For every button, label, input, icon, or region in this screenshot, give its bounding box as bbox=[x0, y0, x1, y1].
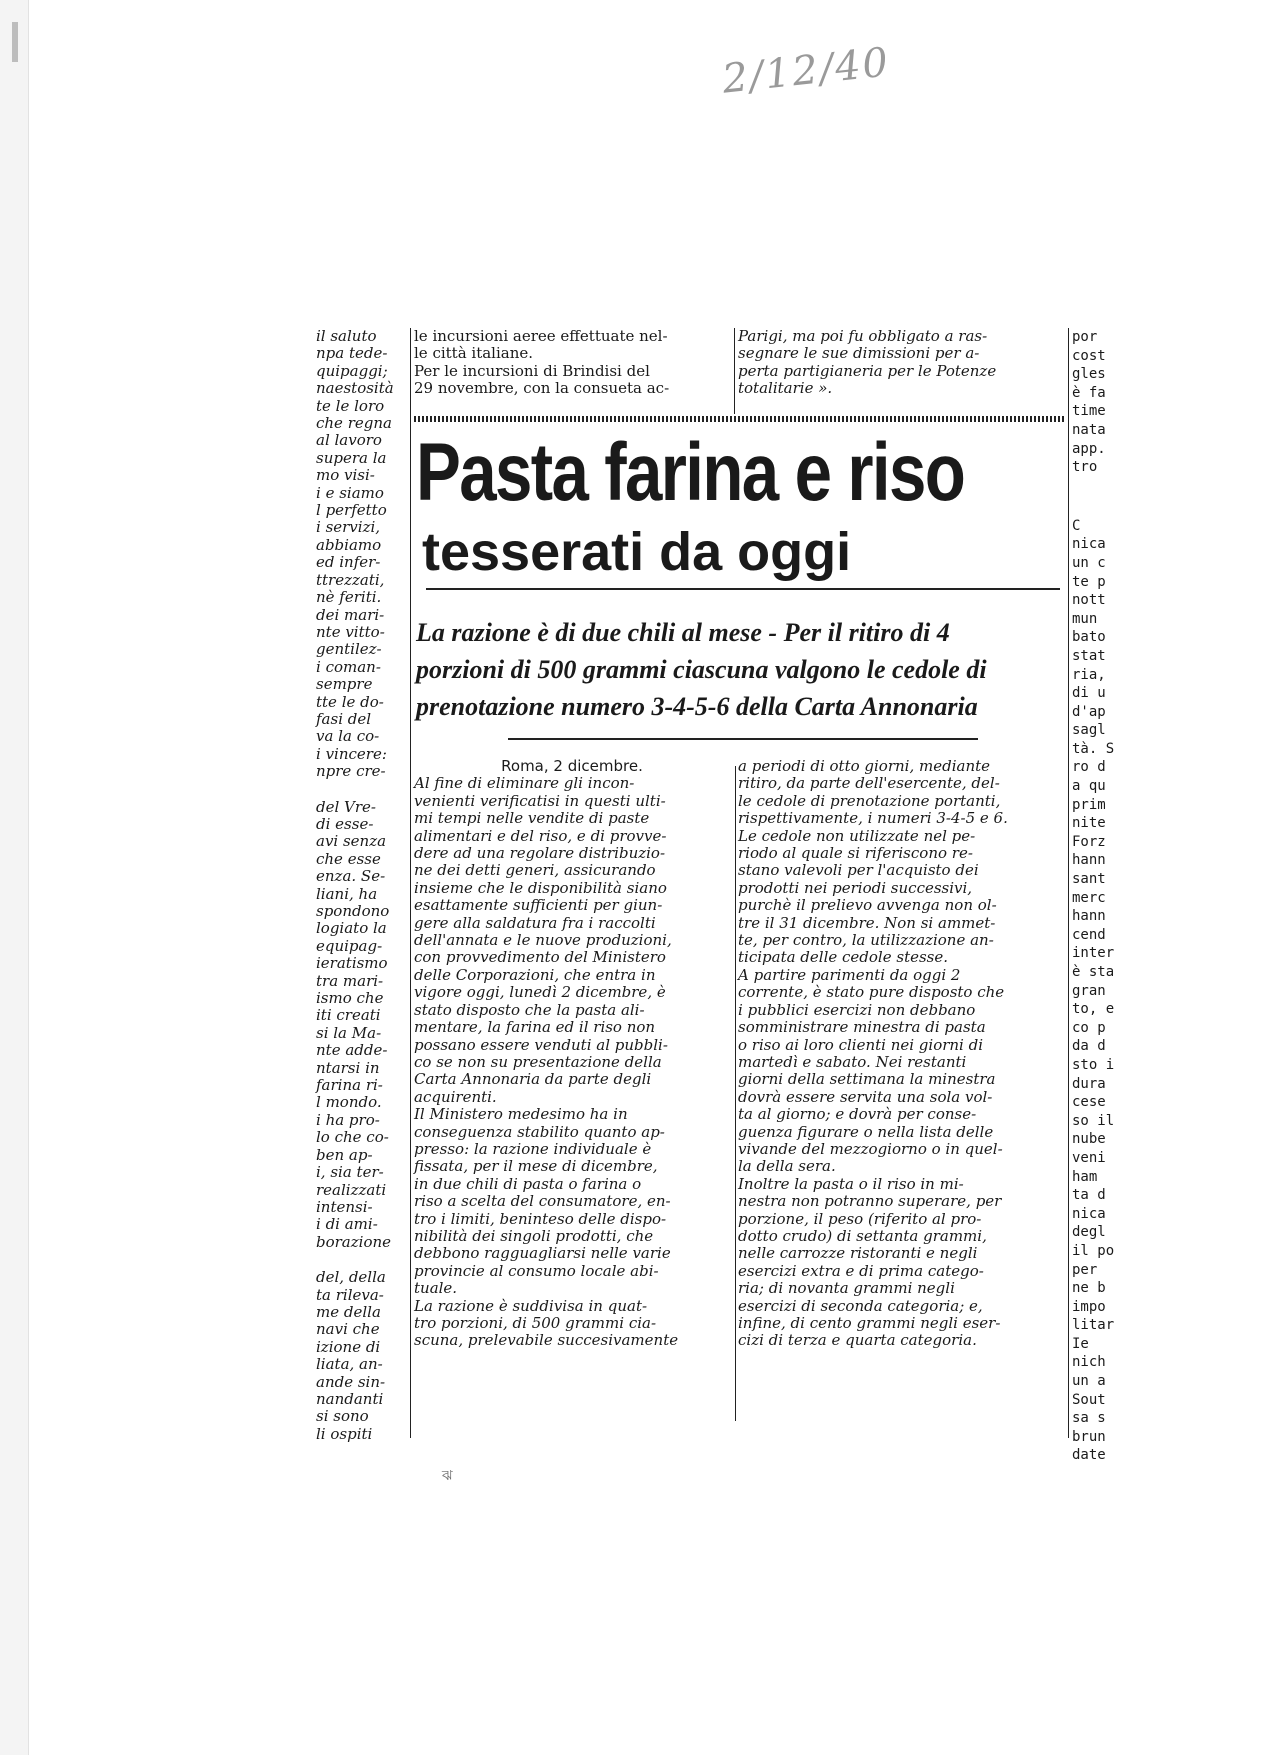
text-line: abbiamo bbox=[316, 535, 382, 554]
text-line: co p bbox=[1072, 1019, 1106, 1036]
text-line: a qu bbox=[1072, 778, 1106, 795]
text-line: te le loro bbox=[316, 396, 385, 415]
article-line: insieme che le disponibilità siano bbox=[414, 878, 667, 897]
text-line: realizzati bbox=[316, 1180, 387, 1199]
article-line: porzione, il peso (riferito al pro- bbox=[738, 1209, 982, 1228]
article-line: stato disposto che la pasta ali- bbox=[414, 1000, 645, 1019]
text-line: di u bbox=[1072, 685, 1106, 702]
text-line: nica bbox=[1072, 536, 1106, 553]
text-line: Parigi, ma poi fu obbligato a ras- bbox=[738, 327, 988, 345]
text-line: logiato la bbox=[316, 919, 387, 938]
text-line: le incursioni aeree effettuate nel- bbox=[414, 327, 668, 345]
text-line: è sta bbox=[1072, 964, 1115, 980]
text-line: me della bbox=[316, 1302, 381, 1321]
text-line: nott bbox=[1072, 592, 1106, 609]
text-line: i ha pro- bbox=[316, 1110, 380, 1129]
article-line: con provvedimento del Ministero bbox=[414, 948, 666, 967]
text-line: time bbox=[1072, 403, 1106, 420]
smudge-mark: ঝ bbox=[442, 1468, 453, 1484]
text-line: che regna bbox=[316, 414, 392, 433]
text-line: ed infer- bbox=[316, 553, 381, 572]
article-line: tro porzioni, di 500 grammi cia- bbox=[414, 1314, 657, 1332]
text-line: dura bbox=[1072, 1075, 1106, 1092]
text-line: ande sin- bbox=[316, 1372, 386, 1391]
article-line: Il Ministero medesimo ha in bbox=[414, 1105, 628, 1124]
article-line: infine, di cento grammi negli eser- bbox=[738, 1314, 1001, 1332]
right-neighbor-column bbox=[1072, 328, 1115, 1465]
text-line: ta rileva- bbox=[316, 1285, 384, 1304]
text-line: gran bbox=[1072, 982, 1106, 999]
text-line: nite bbox=[1072, 815, 1106, 832]
text-line: mo visi- bbox=[316, 466, 375, 485]
newspaper-clipping bbox=[316, 327, 1115, 1464]
article-line: nibilità dei singoli prodotti, che bbox=[414, 1226, 654, 1245]
article-line: guenza figurare o nella lista delle bbox=[738, 1122, 994, 1141]
article-line: cizi di terza e quarta categoria. bbox=[738, 1331, 977, 1350]
text-line: te p bbox=[1072, 573, 1106, 590]
text-line: intensi- bbox=[316, 1197, 373, 1216]
text-line: si sono bbox=[316, 1407, 369, 1426]
headline-secondary: tesserati da oggi bbox=[422, 522, 852, 582]
article-line: scuna, prelevabile succesivamente bbox=[414, 1331, 679, 1350]
text-line: quipaggi; bbox=[316, 361, 388, 380]
column-rule-article bbox=[735, 766, 736, 1421]
text-line: Forz bbox=[1072, 833, 1106, 850]
article-line: nelle carrozze ristoranti e negli bbox=[738, 1244, 978, 1263]
text-line: prim bbox=[1072, 796, 1106, 813]
text-line: ne b bbox=[1072, 1280, 1106, 1297]
article-line: provincie al consumo locale abi- bbox=[414, 1261, 659, 1280]
text-line: enza. Se- bbox=[316, 867, 386, 886]
article-line: Carta Annonaria da parte degli bbox=[414, 1070, 652, 1089]
text-line: li ospiti bbox=[316, 1424, 373, 1443]
text-line: va la co- bbox=[316, 727, 380, 746]
text-line: por bbox=[1072, 329, 1098, 345]
article-line: gere alla saldatura fra i raccolti bbox=[414, 913, 656, 932]
article-line: nestra non potranno superare, per bbox=[738, 1192, 1002, 1211]
text-line: veni bbox=[1072, 1149, 1106, 1166]
headline-rule bbox=[426, 588, 1060, 590]
text-line: sa s bbox=[1072, 1410, 1106, 1427]
text-line: ismo che bbox=[316, 989, 384, 1008]
article-column-2 bbox=[738, 758, 1068, 1350]
article-line: Al fine di eliminare gli incon- bbox=[414, 774, 635, 793]
text-line: liata, an- bbox=[316, 1355, 383, 1374]
text-line: app. bbox=[1072, 440, 1106, 457]
text-line: un c bbox=[1072, 554, 1106, 571]
text-line: merc bbox=[1072, 889, 1106, 906]
column-rule-top-mid bbox=[734, 328, 735, 414]
article-line: le cedole di prenotazione portanti, bbox=[738, 791, 1001, 810]
text-line: gentilez- bbox=[316, 640, 382, 659]
article-line: tre il 31 dicembre. Non si ammet- bbox=[738, 913, 996, 932]
article-line: fissata, per il mese di dicembre, bbox=[414, 1157, 658, 1176]
text-line: 29 novembre, con la consueta ac- bbox=[414, 379, 670, 398]
article-line: ritiro, da parte dell'esercente, del- bbox=[738, 774, 1000, 793]
article-line: la della sera. bbox=[738, 1157, 836, 1176]
text-line: per bbox=[1072, 1261, 1098, 1278]
text-line: supera la bbox=[316, 448, 387, 467]
text-line: Ie bbox=[1072, 1335, 1089, 1352]
article-line: a periodi di otto giorni, mediante bbox=[738, 757, 991, 775]
text-line: di esse- bbox=[316, 814, 374, 833]
text-line: è fa bbox=[1072, 384, 1106, 401]
text-line: si la Ma- bbox=[316, 1023, 382, 1042]
text-line: cost bbox=[1072, 347, 1106, 364]
article-line: possano essere venduti al pubbli- bbox=[414, 1035, 668, 1054]
separator-dotted bbox=[414, 416, 1064, 422]
previous-article-snippet-a bbox=[414, 328, 730, 398]
text-line: cese bbox=[1072, 1094, 1106, 1111]
text-line: C bbox=[1072, 517, 1081, 534]
article-line: purchè il prelievo avvenga non ol- bbox=[738, 896, 997, 915]
article-line: prodotti nei periodi successivi, bbox=[738, 878, 973, 897]
text-line: so il bbox=[1072, 1112, 1115, 1129]
text-line: brun bbox=[1072, 1428, 1106, 1445]
text-line: i, sia ter- bbox=[316, 1163, 384, 1182]
text-line: to, e bbox=[1072, 1001, 1115, 1018]
article-line: dere ad una regolare distribuzio- bbox=[414, 844, 666, 863]
deck-line: La razione è di due chili al mese - Per il ritiro di 4 bbox=[416, 618, 950, 647]
article-line: vigore oggi, lunedì 2 dicembre, è bbox=[414, 983, 666, 1002]
column-rule-right bbox=[1068, 328, 1069, 1438]
article-line: mentare, la farina ed il riso non bbox=[414, 1018, 656, 1037]
text-line: cend bbox=[1072, 926, 1106, 943]
text-line: i di ami- bbox=[316, 1215, 378, 1234]
article-line: Le cedole non utilizzate nel pe- bbox=[738, 826, 976, 845]
staple-mark bbox=[12, 22, 18, 62]
article-line: esattamente sufficienti per giun- bbox=[414, 896, 663, 915]
text-line: degl bbox=[1072, 1224, 1106, 1241]
article-line: tro i limiti, beninteso delle dispo- bbox=[414, 1209, 667, 1228]
text-line: ntarsi in bbox=[316, 1058, 380, 1077]
text-line: npre cre- bbox=[316, 762, 386, 781]
text-line: bato bbox=[1072, 629, 1106, 646]
text-line: avi senza bbox=[316, 832, 387, 851]
text-line: litar bbox=[1072, 1317, 1115, 1334]
article-line: martedì e sabato. Nei restanti bbox=[738, 1052, 967, 1071]
text-line: ben ap- bbox=[316, 1145, 373, 1164]
text-line: nich bbox=[1072, 1354, 1106, 1371]
article-line: riodo al quale si riferiscono re- bbox=[738, 844, 973, 863]
text-line: nè feriti. bbox=[316, 588, 382, 607]
text-line: sto i bbox=[1072, 1056, 1115, 1073]
article-line: presso: la razione individuale è bbox=[414, 1139, 652, 1158]
text-line: fasi del bbox=[316, 709, 372, 728]
article-line: Inoltre la pasta o il riso in mi- bbox=[738, 1174, 964, 1193]
text-line: tte le do- bbox=[316, 692, 384, 711]
text-line: nte vitto- bbox=[316, 622, 385, 641]
text-line: tà. S bbox=[1072, 740, 1115, 757]
article-line: esercizi extra e di prima catego- bbox=[738, 1261, 984, 1280]
deck-line: prenotazione numero 3-4-5-6 della Carta Annonaria bbox=[416, 692, 978, 721]
text-line: totalitarie ». bbox=[738, 379, 833, 398]
text-line: stat bbox=[1072, 647, 1106, 664]
text-line: sagl bbox=[1072, 722, 1106, 739]
page-edge bbox=[0, 0, 29, 1755]
text-line: dei mari- bbox=[316, 605, 385, 624]
subheadline-deck bbox=[416, 614, 1068, 725]
article-line: dotto crudo) di settanta grammi, bbox=[738, 1226, 987, 1245]
handwritten-date: 2/12/40 bbox=[720, 39, 893, 103]
text-line: i e siamo bbox=[316, 483, 384, 502]
deck-line: porzioni di 500 grammi ciascuna valgono le cedole di bbox=[416, 655, 987, 684]
article-line: delle Corporazioni, che entra in bbox=[414, 965, 656, 984]
article-line: riso a scelta del consumatore, en- bbox=[414, 1192, 671, 1211]
text-line: sempre bbox=[316, 675, 373, 694]
text-line: le città italiane. bbox=[414, 344, 534, 363]
text-line: gles bbox=[1072, 366, 1106, 383]
column-rule-left bbox=[410, 328, 411, 1438]
article-line: i pubblici esercizi non debbano bbox=[738, 1000, 976, 1019]
text-line: iti creati bbox=[316, 1006, 381, 1025]
article-line: venienti verificatisi in questi ulti- bbox=[414, 791, 666, 810]
article-line: tuale. bbox=[414, 1279, 458, 1298]
dateline: Roma, 2 dicembre. bbox=[501, 757, 643, 775]
article-line: mi tempi nelle vendite di paste bbox=[414, 809, 650, 828]
text-line: segnare le sue dimissioni per a- bbox=[738, 344, 980, 363]
article-line: co se non su presentazione della bbox=[414, 1052, 662, 1071]
text-line: tro bbox=[1072, 459, 1098, 476]
text-line: hann bbox=[1072, 908, 1106, 925]
text-line: l mondo. bbox=[316, 1093, 382, 1112]
article-line: giorni della settimana la minestra bbox=[738, 1070, 996, 1089]
text-line: inter bbox=[1072, 945, 1115, 962]
text-line: spondono bbox=[316, 902, 390, 920]
article-line: dell'annata e le nuove produzioni, bbox=[414, 931, 672, 950]
text-line: impo bbox=[1072, 1298, 1106, 1315]
text-line: nandanti bbox=[316, 1389, 384, 1408]
text-line: del Vre- bbox=[316, 797, 376, 816]
article-line: ta al giorno; e dovrà per conse- bbox=[738, 1105, 977, 1124]
text-line: Sout bbox=[1072, 1391, 1106, 1408]
article-line: acquirenti. bbox=[414, 1087, 497, 1106]
text-line: che esse bbox=[316, 849, 381, 868]
article-line: o riso ai loro clienti nei giorni di bbox=[738, 1035, 984, 1054]
text-line: i vincere: bbox=[316, 744, 387, 763]
text-line: mun bbox=[1072, 610, 1098, 627]
text-line: i servizi, bbox=[316, 518, 381, 537]
article-line: dovrà essere servita una sola vol- bbox=[738, 1087, 993, 1106]
headline-main: Pasta farina e riso bbox=[416, 427, 965, 518]
article-line: conseguenza stabilito quanto ap- bbox=[414, 1122, 665, 1141]
article-line: esercizi di seconda categoria; e, bbox=[738, 1296, 983, 1315]
text-line: lo che co- bbox=[316, 1128, 389, 1147]
text-line: perta partigianeria per le Potenze bbox=[738, 361, 997, 380]
text-line: nata bbox=[1072, 421, 1106, 438]
text-line: il saluto bbox=[316, 327, 377, 345]
left-neighbor-column bbox=[316, 328, 407, 1443]
text-line: farina ri- bbox=[316, 1076, 383, 1095]
text-line: ttrezzati, bbox=[316, 570, 385, 589]
article-line: vivande del mezzogiorno o in quel- bbox=[738, 1139, 1003, 1158]
article-line: debbono ragguagliarsi nelle varie bbox=[414, 1244, 671, 1263]
article-column-1 bbox=[414, 758, 730, 1350]
text-line: l perfetto bbox=[316, 501, 387, 520]
text-line: npa tede- bbox=[316, 344, 388, 363]
text-line: nube bbox=[1072, 1131, 1106, 1148]
text-line: i coman- bbox=[316, 657, 381, 676]
text-line: ta d bbox=[1072, 1187, 1106, 1204]
article-line: A partire parimenti da oggi 2 bbox=[738, 965, 961, 984]
article-line: alimentari e del riso, e di provve- bbox=[414, 826, 667, 845]
text-line: liani, ha bbox=[316, 884, 378, 903]
text-line: ieratismo bbox=[316, 954, 388, 973]
text-line: ria, bbox=[1072, 666, 1106, 683]
text-line: da d bbox=[1072, 1038, 1106, 1055]
article-line: in due chili di pasta o farina o bbox=[414, 1174, 642, 1193]
text-line: nica bbox=[1072, 1205, 1106, 1222]
text-line: Per le incursioni di Brindisi del bbox=[414, 361, 650, 380]
text-line: d'ap bbox=[1072, 703, 1106, 720]
text-line: al lavoro bbox=[316, 431, 382, 450]
article-line: rispettivamente, i numeri 3-4-5 e 6. bbox=[738, 809, 1008, 828]
previous-article-snippet-b bbox=[738, 328, 1064, 398]
text-line: nte adde- bbox=[316, 1041, 388, 1060]
text-line: borazione bbox=[316, 1232, 392, 1251]
text-line: navi che bbox=[316, 1320, 380, 1339]
text-line: izione di bbox=[316, 1337, 381, 1356]
text-line: il po bbox=[1072, 1242, 1115, 1259]
article-line: ria; di novanta grammi negli bbox=[738, 1279, 955, 1298]
article-line: ne dei detti generi, assicurando bbox=[414, 861, 656, 880]
article-line: stano valevoli per l'acquisto dei bbox=[738, 861, 979, 880]
text-line: hann bbox=[1072, 852, 1106, 869]
article-line: La razione è suddivisa in quat- bbox=[414, 1296, 648, 1315]
text-line: ham bbox=[1072, 1168, 1098, 1185]
text-line: tra mari- bbox=[316, 971, 384, 990]
text-line: ro d bbox=[1072, 759, 1106, 776]
text-line: un a bbox=[1072, 1373, 1106, 1390]
text-line: sant bbox=[1072, 871, 1106, 888]
text-line: date bbox=[1072, 1447, 1106, 1464]
deck-rule bbox=[508, 738, 978, 740]
article-line: corrente, è stato pure disposto che bbox=[738, 983, 1005, 1002]
article-line: somministrare minestra di pasta bbox=[738, 1018, 986, 1037]
text-line: del, della bbox=[316, 1268, 386, 1287]
text-line: equipag- bbox=[316, 936, 383, 955]
text-line: naestosità bbox=[316, 379, 394, 398]
article-line: te, per contro, la utilizzazione an- bbox=[738, 931, 994, 950]
article-line: ticipata delle cedole stesse. bbox=[738, 948, 949, 967]
